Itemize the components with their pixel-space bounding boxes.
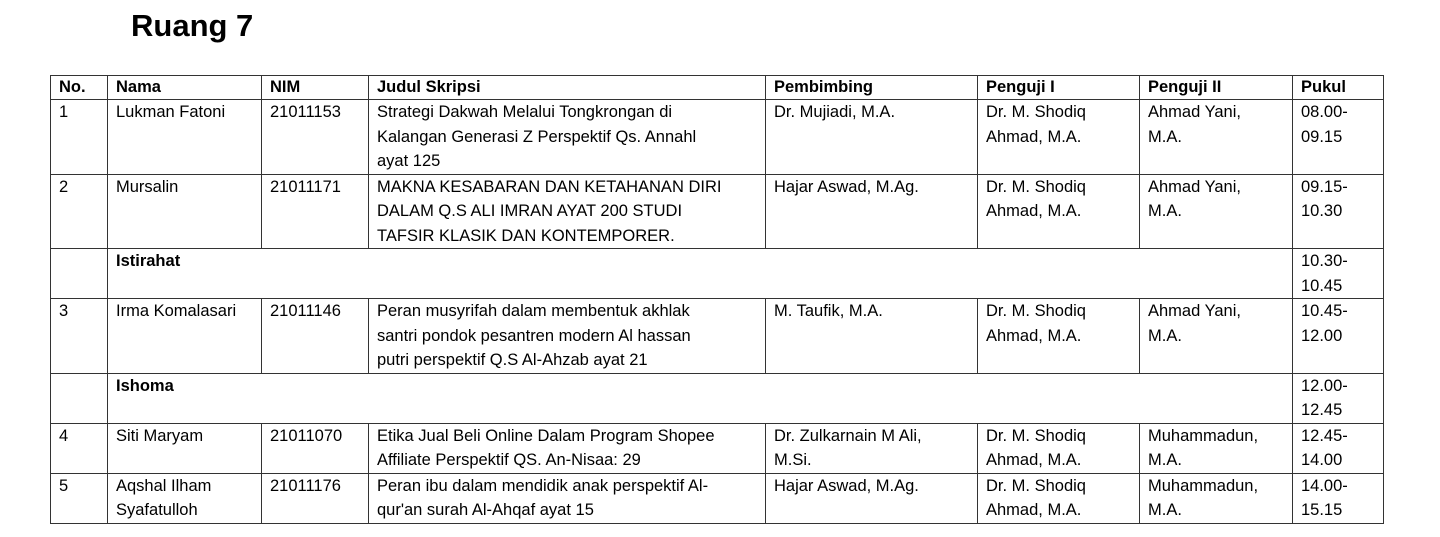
cell-nim: 21011070 <box>262 423 369 473</box>
cell-nim: 21011176 <box>262 473 369 523</box>
cell-penguji-1: Dr. M. Shodiq Ahmad, M.A. <box>978 423 1140 473</box>
cell-no: 1 <box>51 100 108 175</box>
table-row <box>51 473 1384 523</box>
cell-no: 5 <box>51 473 108 523</box>
break-label: Ishoma <box>108 373 1293 423</box>
cell-pembimbing: M. Taufik, M.A. <box>766 299 978 374</box>
cell-penguji-2: Muhammadun, M.A. <box>1140 473 1293 523</box>
table-row <box>51 174 1384 249</box>
cell-nama: Aqshal Ilham Syafatulloh <box>108 473 262 523</box>
page-title: Ruang 7 <box>131 8 254 43</box>
cell-no: 3 <box>51 299 108 374</box>
cell-nim: 21011146 <box>262 299 369 374</box>
header-penguji-2: Penguji II <box>1140 76 1293 100</box>
cell-penguji-2: Ahmad Yani, M.A. <box>1140 100 1293 175</box>
cell-pembimbing: Hajar Aswad, M.Ag. <box>766 174 978 249</box>
cell-pukul: 10.30- 10.45 <box>1293 249 1384 299</box>
cell-no <box>51 373 108 423</box>
cell-judul: Strategi Dakwah Melalui Tongkrongan di Kalangan Generasi Z Perspektif Qs. Annahl ayat 125 <box>369 100 766 175</box>
table-row <box>51 299 1384 374</box>
cell-judul: MAKNA KESABARAN DAN KETAHANAN DIRI DALAM Q.S ALI IMRAN AYAT 200 STUDI TAFSIR KLASIK DAN KONTEMPORER. <box>369 174 766 249</box>
header-nim: NIM <box>262 76 369 100</box>
cell-pukul: 12.00- 12.45 <box>1293 373 1384 423</box>
cell-nama: Siti Maryam <box>108 423 262 473</box>
cell-pembimbing: Dr. Mujiadi, M.A. <box>766 100 978 175</box>
header-judul: Judul Skripsi <box>369 76 766 100</box>
cell-pukul: 09.15- 10.30 <box>1293 174 1384 249</box>
cell-judul: Etika Jual Beli Online Dalam Program Shopee Affiliate Perspektif QS. An-Nisaa: 29 <box>369 423 766 473</box>
cell-nim: 21011153 <box>262 100 369 175</box>
break-row <box>51 373 1384 423</box>
table-row <box>51 423 1384 473</box>
break-row <box>51 249 1384 299</box>
cell-penguji-1: Dr. M. Shodiq Ahmad, M.A. <box>978 100 1140 175</box>
cell-no <box>51 249 108 299</box>
cell-pukul: 08.00- 09.15 <box>1293 100 1384 175</box>
header-no: No. <box>51 76 108 100</box>
header-pembimbing: Pembimbing <box>766 76 978 100</box>
cell-penguji-1: Dr. M. Shodiq Ahmad, M.A. <box>978 299 1140 374</box>
cell-pukul: 10.45- 12.00 <box>1293 299 1384 374</box>
cell-judul: Peran ibu dalam mendidik anak perspektif Al- qur'an surah Al-Ahqaf ayat 15 <box>369 473 766 523</box>
table-row <box>51 100 1384 175</box>
header-nama: Nama <box>108 76 262 100</box>
cell-no: 2 <box>51 174 108 249</box>
header-pukul: Pukul <box>1293 76 1384 100</box>
cell-penguji-2: Ahmad Yani, M.A. <box>1140 299 1293 374</box>
cell-no: 4 <box>51 423 108 473</box>
cell-pukul: 14.00- 15.15 <box>1293 473 1384 523</box>
cell-pukul: 12.45- 14.00 <box>1293 423 1384 473</box>
header-row <box>51 76 1384 100</box>
cell-penguji-2: Ahmad Yani, M.A. <box>1140 174 1293 249</box>
cell-judul: Peran musyrifah dalam membentuk akhlak santri pondok pesantren modern Al hassan putri perspektif Q.S Al-Ahzab ayat 21 <box>369 299 766 374</box>
cell-nama: Lukman Fatoni <box>108 100 262 175</box>
cell-nim: 21011171 <box>262 174 369 249</box>
cell-nama: Mursalin <box>108 174 262 249</box>
cell-penguji-1: Dr. M. Shodiq Ahmad, M.A. <box>978 174 1140 249</box>
cell-nama: Irma Komalasari <box>108 299 262 374</box>
cell-penguji-2: Muhammadun, M.A. <box>1140 423 1293 473</box>
cell-pembimbing: Hajar Aswad, M.Ag. <box>766 473 978 523</box>
break-label: Istirahat <box>108 249 1293 299</box>
schedule-table <box>50 75 1384 524</box>
cell-penguji-1: Dr. M. Shodiq Ahmad, M.A. <box>978 473 1140 523</box>
cell-pembimbing: Dr. Zulkarnain M Ali, M.Si. <box>766 423 978 473</box>
header-penguji-1: Penguji I <box>978 76 1140 100</box>
